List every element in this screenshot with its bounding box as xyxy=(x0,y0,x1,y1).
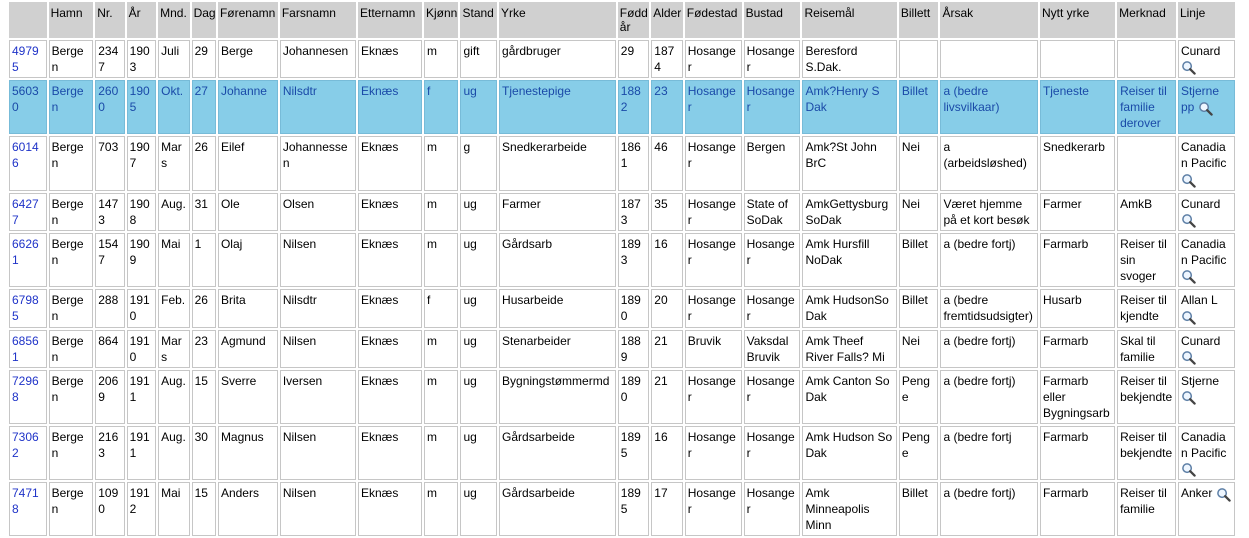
magnifier-icon[interactable] xyxy=(1216,487,1231,502)
cell-fodestad: Hosanger xyxy=(685,136,742,190)
cell-bustad: Bergen xyxy=(744,136,801,190)
cell-ar: 1912 xyxy=(127,482,156,536)
cell-reisemal: Amk HudsonSo Dak xyxy=(802,289,896,327)
cell-dag: 27 xyxy=(192,80,216,134)
cell-arsak xyxy=(940,40,1037,78)
cell-nytt-yrke: Farmarb xyxy=(1040,330,1115,368)
cell-alder: 35 xyxy=(651,193,682,231)
cell-arsak: a (bedre fortj) xyxy=(940,482,1037,536)
cell-arsak: a (bedre fortj) xyxy=(940,330,1037,368)
cell-id xyxy=(9,370,47,424)
cell-id xyxy=(9,330,47,368)
cell-dag: 29 xyxy=(192,40,216,78)
cell-arsak: a (bedre fremtidsudsigter) xyxy=(940,289,1037,327)
cell-fodestad: Hosanger xyxy=(685,370,742,424)
header-fodestad: Fødestad xyxy=(685,2,742,38)
cell-dag: 15 xyxy=(192,370,216,424)
cell-farsnamn: Johannesen xyxy=(280,40,356,78)
cell-dag: 1 xyxy=(192,233,216,287)
header-billett: Billett xyxy=(899,2,939,38)
cell-nr: 1473 xyxy=(95,193,124,231)
header-merknad: Merknad xyxy=(1117,2,1176,38)
cell-billett: Nei xyxy=(899,136,939,190)
cell-id xyxy=(9,482,47,536)
cell-farsnamn: Nilsdtr xyxy=(280,289,356,327)
cell-merknad xyxy=(1117,136,1176,190)
cell-ar: 1909 xyxy=(127,233,156,287)
cell-arsak: a (bedre fortj xyxy=(940,426,1037,480)
header-reisemal: Reisemål xyxy=(802,2,896,38)
cell-yrke: Gårdsarb xyxy=(499,233,616,287)
cell-linje xyxy=(1178,80,1235,134)
cell-yrke: Bygningstømmermd xyxy=(499,370,616,424)
header-etternamn: Etternamn xyxy=(358,2,422,38)
cell-dag: 23 xyxy=(192,330,216,368)
magnifier-icon[interactable] xyxy=(1181,390,1196,405)
cell-arsak: Været hjemme på et kort besøk xyxy=(940,193,1037,231)
record-id-link[interactable]: 66261 xyxy=(12,236,39,267)
cell-bustad: Hosanger xyxy=(744,80,801,134)
header-nytt-yrke: Nytt yrke xyxy=(1040,2,1115,38)
cell-etternamn: Eknæs xyxy=(358,330,422,368)
cell-billett: Penge xyxy=(899,370,939,424)
cell-bustad: Vaksdal Bruvik xyxy=(744,330,801,368)
cell-fodestad: Hosanger xyxy=(685,233,742,287)
cell-fodd-ar: 1893 xyxy=(618,233,649,287)
header-fornamn: Førenamn xyxy=(218,2,278,38)
cell-stand: gift xyxy=(460,40,497,78)
table-row xyxy=(9,330,1235,368)
cell-mnd: Mai xyxy=(158,482,189,536)
cell-linje xyxy=(1178,370,1235,424)
cell-alder: 16 xyxy=(651,233,682,287)
cell-linje xyxy=(1178,193,1235,231)
cell-fodd-ar: 1895 xyxy=(618,426,649,480)
header-row xyxy=(9,2,1235,38)
cell-kjonn: f xyxy=(424,80,459,134)
cell-bustad: Hosanger xyxy=(744,233,801,287)
cell-alder: 21 xyxy=(651,330,682,368)
cell-billett: Nei xyxy=(899,330,939,368)
cell-mnd: Okt. xyxy=(158,80,189,134)
cell-farsnamn: Iversen xyxy=(280,370,356,424)
cell-arsak: a (arbeidsløshed) xyxy=(940,136,1037,190)
cell-hamn: Bergen xyxy=(49,330,94,368)
header-farsnamn: Farsnamn xyxy=(280,2,356,38)
header-hamn: Hamn xyxy=(49,2,94,38)
cell-merknad: Reiser til familie derover xyxy=(1117,80,1176,134)
cell-arsak: a (bedre livsvilkaar) xyxy=(940,80,1037,134)
cell-billett: Billet xyxy=(899,482,939,536)
cell-dag: 26 xyxy=(192,289,216,327)
record-id-link[interactable]: 72968 xyxy=(12,373,39,404)
cell-reisemal: Amk Hudson So Dak xyxy=(802,426,896,480)
table-row xyxy=(9,426,1235,480)
cell-billett: Penge xyxy=(899,426,939,480)
cell-id xyxy=(9,289,47,327)
header-linje: Linje xyxy=(1178,2,1235,38)
table-row xyxy=(9,80,1235,134)
cell-hamn: Bergen xyxy=(49,370,94,424)
cell-stand: ug xyxy=(460,370,497,424)
cell-etternamn: Eknæs xyxy=(358,40,422,78)
cell-farsnamn: Nilsdtr xyxy=(280,80,356,134)
cell-kjonn: m xyxy=(424,370,459,424)
cell-linje xyxy=(1178,289,1235,327)
cell-dag: 31 xyxy=(192,193,216,231)
emigrant-table-wrapper xyxy=(7,0,1237,538)
cell-ar: 1907 xyxy=(127,136,156,190)
cell-kjonn: f xyxy=(424,289,459,327)
cell-linje xyxy=(1178,136,1235,190)
header-yrke: Yrke xyxy=(499,2,616,38)
header-fodd-ar: Fødd år xyxy=(618,2,649,38)
linje-label: Cunard xyxy=(1180,196,1221,211)
cell-ar: 1911 xyxy=(127,370,156,424)
cell-id xyxy=(9,136,47,190)
cell-fornamn: Johanne xyxy=(218,80,278,134)
cell-etternamn: Eknæs xyxy=(358,370,422,424)
cell-fornamn: Anders xyxy=(218,482,278,536)
cell-kjonn: m xyxy=(424,426,459,480)
cell-hamn: Bergen xyxy=(49,80,94,134)
cell-kjonn: m xyxy=(424,233,459,287)
cell-hamn: Bergen xyxy=(49,482,94,536)
cell-farsnamn: Olsen xyxy=(280,193,356,231)
cell-id xyxy=(9,80,47,134)
cell-dag: 26 xyxy=(192,136,216,190)
cell-merknad: Reiser til familie xyxy=(1117,482,1176,536)
cell-etternamn: Eknæs xyxy=(358,482,422,536)
header-stand: Stand xyxy=(460,2,497,38)
cell-fodd-ar: 1895 xyxy=(618,482,649,536)
cell-reisemal: Amk?St John BrC xyxy=(802,136,896,190)
cell-nr: 1547 xyxy=(95,233,124,287)
cell-ar: 1908 xyxy=(127,193,156,231)
cell-alder: 20 xyxy=(651,289,682,327)
cell-nr: 2347 xyxy=(95,40,124,78)
cell-alder: 21 xyxy=(651,370,682,424)
linje-label: Allan L xyxy=(1180,293,1218,308)
cell-fodestad: Hosanger xyxy=(685,289,742,327)
cell-bustad: Hosanger xyxy=(744,289,801,327)
linje-label: Canadian Pacific xyxy=(1180,140,1227,171)
cell-nr: 703 xyxy=(95,136,124,190)
cell-hamn: Bergen xyxy=(49,136,94,190)
cell-hamn: Bergen xyxy=(49,193,94,231)
cell-merknad: Skal til familie xyxy=(1117,330,1176,368)
cell-yrke: Snedkerarbeide xyxy=(499,136,616,190)
cell-nr: 864 xyxy=(95,330,124,368)
cell-dag: 30 xyxy=(192,426,216,480)
cell-id xyxy=(9,233,47,287)
cell-farsnamn: Nilsen xyxy=(280,482,356,536)
cell-alder: 46 xyxy=(651,136,682,190)
cell-alder: 16 xyxy=(651,426,682,480)
cell-yrke: Farmer xyxy=(499,193,616,231)
magnifier-icon[interactable] xyxy=(1181,173,1196,188)
cell-farsnamn: Nilsen xyxy=(280,233,356,287)
table-row xyxy=(9,233,1235,287)
cell-nytt-yrke xyxy=(1040,40,1115,78)
header-dag: Dag xyxy=(192,2,216,38)
cell-merknad: Reiser til bekjendte xyxy=(1117,426,1176,480)
cell-alder: 1874 xyxy=(651,40,682,78)
cell-arsak: a (bedre fortj) xyxy=(940,233,1037,287)
cell-mnd: Mars xyxy=(158,330,189,368)
cell-linje xyxy=(1178,426,1235,480)
header-bustad: Bustad xyxy=(744,2,801,38)
linje-label: Cunard xyxy=(1180,44,1221,58)
magnifier-icon[interactable] xyxy=(1181,60,1196,75)
header-alder: Alder xyxy=(651,2,682,38)
magnifier-icon[interactable] xyxy=(1181,462,1196,477)
cell-fodestad: Bruvik xyxy=(685,330,742,368)
magnifier-icon[interactable] xyxy=(1181,269,1196,284)
record-id-link[interactable]: 64277 xyxy=(12,196,39,227)
cell-hamn: Bergen xyxy=(49,426,94,480)
cell-merknad xyxy=(1117,40,1176,78)
cell-fodd-ar: 1861 xyxy=(618,136,649,190)
header-mnd: Mnd. xyxy=(158,2,189,38)
cell-fornamn: Agmund xyxy=(218,330,278,368)
table-row xyxy=(9,193,1235,231)
header-nr: Nr. xyxy=(95,2,124,38)
cell-yrke: Gårdsarbeide xyxy=(499,482,616,536)
table-row xyxy=(9,370,1235,424)
cell-bustad: Hosanger xyxy=(744,370,801,424)
header-arsak: Årsak xyxy=(940,2,1037,38)
cell-stand: ug xyxy=(460,289,497,327)
cell-stand: ug xyxy=(460,330,497,368)
record-id-link[interactable]: 67985 xyxy=(12,293,39,324)
cell-nytt-yrke: Farmer xyxy=(1040,193,1115,231)
cell-id xyxy=(9,40,47,78)
table-row xyxy=(9,482,1235,536)
cell-linje xyxy=(1178,330,1235,368)
cell-stand: ug xyxy=(460,193,497,231)
cell-reisemal: Amk Theef River Falls? Mi xyxy=(802,330,896,368)
cell-yrke: Tjenestepige xyxy=(499,80,616,134)
cell-billett xyxy=(899,40,939,78)
cell-reisemal: Amk Minneapolis Minn xyxy=(802,482,896,536)
cell-ar: 1903 xyxy=(127,40,156,78)
cell-stand: ug xyxy=(460,233,497,287)
cell-nytt-yrke: Tjeneste xyxy=(1040,80,1115,134)
cell-id xyxy=(9,426,47,480)
cell-hamn: Bergen xyxy=(49,289,94,327)
cell-fornamn: Berge xyxy=(218,40,278,78)
cell-nytt-yrke: Husarb xyxy=(1040,289,1115,327)
cell-farsnamn: Nilsen xyxy=(280,330,356,368)
cell-nr: 2163 xyxy=(95,426,124,480)
cell-dag: 15 xyxy=(192,482,216,536)
linje-label: Canadian Pacific xyxy=(1180,236,1227,267)
cell-merknad: AmkB xyxy=(1117,193,1176,231)
cell-mnd: Mars xyxy=(158,136,189,190)
cell-alder: 17 xyxy=(651,482,682,536)
cell-stand: ug xyxy=(460,482,497,536)
cell-etternamn: Eknæs xyxy=(358,289,422,327)
cell-mnd: Juli xyxy=(158,40,189,78)
cell-stand: ug xyxy=(460,80,497,134)
cell-stand: g xyxy=(460,136,497,190)
cell-etternamn: Eknæs xyxy=(358,426,422,480)
cell-kjonn: m xyxy=(424,136,459,190)
cell-billett: Billet xyxy=(899,80,939,134)
cell-reisemal: Amk Canton So Dak xyxy=(802,370,896,424)
cell-fodd-ar: 1882 xyxy=(618,80,649,134)
cell-mnd: Aug. xyxy=(158,193,189,231)
cell-bustad: Hosanger xyxy=(744,40,801,78)
cell-linje xyxy=(1178,40,1235,78)
cell-fornamn: Sverre xyxy=(218,370,278,424)
cell-merknad: Reiser til sin svoger xyxy=(1117,233,1176,287)
header-id xyxy=(9,2,47,38)
cell-fodd-ar: 1890 xyxy=(618,370,649,424)
record-id-link[interactable]: 73062 xyxy=(12,429,39,460)
cell-ar: 1911 xyxy=(127,426,156,480)
cell-fornamn: Eilef xyxy=(218,136,278,190)
cell-etternamn: Eknæs xyxy=(358,80,422,134)
cell-fodd-ar: 1889 xyxy=(618,330,649,368)
cell-nytt-yrke: Farmarb xyxy=(1040,482,1115,536)
cell-mnd: Aug. xyxy=(158,426,189,480)
record-id-link[interactable]: 56030 xyxy=(12,84,39,115)
cell-linje xyxy=(1178,482,1235,536)
cell-hamn: Bergen xyxy=(49,40,94,78)
cell-etternamn: Eknæs xyxy=(358,193,422,231)
cell-arsak: a (bedre fortj) xyxy=(940,370,1037,424)
cell-hamn: Bergen xyxy=(49,233,94,287)
cell-nr: 288 xyxy=(95,289,124,327)
cell-fodestad: Hosanger xyxy=(685,40,742,78)
header-kjonn: Kjønn xyxy=(424,2,459,38)
cell-mnd: Aug. xyxy=(158,370,189,424)
cell-ar: 1910 xyxy=(127,289,156,327)
cell-nr: 1090 xyxy=(95,482,124,536)
cell-kjonn: m xyxy=(424,40,459,78)
cell-merknad: Reiser til bekjendte xyxy=(1117,370,1176,424)
cell-etternamn: Eknæs xyxy=(358,233,422,287)
cell-etternamn: Eknæs xyxy=(358,136,422,190)
cell-fornamn: Brita xyxy=(218,289,278,327)
cell-reisemal: Amk Hursfill NoDak xyxy=(802,233,896,287)
table-row xyxy=(9,289,1235,327)
cell-billett: Billet xyxy=(899,289,939,327)
table-row xyxy=(9,40,1235,78)
cell-fornamn: Olaj xyxy=(218,233,278,287)
cell-linje xyxy=(1178,233,1235,287)
cell-reisemal: Amk?Henry S Dak xyxy=(802,80,896,134)
cell-farsnamn: Johannessen xyxy=(280,136,356,190)
record-id-link[interactable]: 49795 xyxy=(12,44,39,74)
cell-bustad: Hosanger xyxy=(744,482,801,536)
cell-fodd-ar: 29 xyxy=(618,40,649,78)
cell-nytt-yrke: Snedkerarb xyxy=(1040,136,1115,190)
cell-fodestad: Hosanger xyxy=(685,193,742,231)
linje-label: Cunard xyxy=(1180,333,1221,348)
cell-fornamn: Ole xyxy=(218,193,278,231)
cell-nytt-yrke: Farmarb eller Bygningsarb xyxy=(1040,370,1115,424)
emigrant-table xyxy=(7,0,1237,538)
cell-mnd: Feb. xyxy=(158,289,189,327)
cell-nytt-yrke: Farmarb xyxy=(1040,233,1115,287)
cell-yrke: Stenarbeider xyxy=(499,330,616,368)
cell-fodestad: Hosanger xyxy=(685,80,742,134)
cell-bustad: State of SoDak xyxy=(744,193,801,231)
cell-fodd-ar: 1873 xyxy=(618,193,649,231)
cell-kjonn: m xyxy=(424,482,459,536)
cell-yrke: Husarbeide xyxy=(499,289,616,327)
magnifier-icon[interactable] xyxy=(1181,310,1196,325)
magnifier-icon[interactable] xyxy=(1181,350,1196,365)
linje-label: Stjerne pp xyxy=(1180,84,1219,115)
record-id-link[interactable]: 60146 xyxy=(12,140,39,171)
linje-label: Stjerne xyxy=(1180,373,1219,388)
cell-billett: Nei xyxy=(899,193,939,231)
cell-nytt-yrke: Farmarb xyxy=(1040,426,1115,480)
cell-farsnamn: Nilsen xyxy=(280,426,356,480)
header-ar: År xyxy=(127,2,156,38)
cell-ar: 1905 xyxy=(127,80,156,134)
linje-label: Canadian Pacific xyxy=(1180,429,1227,460)
cell-fodestad: Hosanger xyxy=(685,482,742,536)
cell-nr: 2069 xyxy=(95,370,124,424)
cell-fornamn: Magnus xyxy=(218,426,278,480)
cell-ar: 1910 xyxy=(127,330,156,368)
linje-label: Anker xyxy=(1180,486,1213,501)
cell-kjonn: m xyxy=(424,330,459,368)
cell-bustad: Hosanger xyxy=(744,426,801,480)
cell-stand: ug xyxy=(460,426,497,480)
cell-yrke: Gårdsarbeide xyxy=(499,426,616,480)
cell-reisemal: AmkGettysburg SoDak xyxy=(802,193,896,231)
cell-id xyxy=(9,193,47,231)
magnifier-icon[interactable] xyxy=(1181,213,1196,228)
cell-fodestad: Hosanger xyxy=(685,426,742,480)
record-id-link[interactable]: 68561 xyxy=(12,333,39,364)
table-row xyxy=(9,136,1235,190)
cell-yrke: gårdbruger xyxy=(499,40,616,78)
cell-nr: 2600 xyxy=(95,80,124,134)
cell-billett: Billet xyxy=(899,233,939,287)
cell-alder: 23 xyxy=(651,80,682,134)
record-id-link[interactable]: 74718 xyxy=(12,486,39,517)
magnifier-icon[interactable] xyxy=(1198,101,1213,116)
cell-mnd: Mai xyxy=(158,233,189,287)
cell-kjonn: m xyxy=(424,193,459,231)
cell-reisemal: Beresford S.Dak. xyxy=(802,40,896,78)
cell-fodd-ar: 1890 xyxy=(618,289,649,327)
cell-merknad: Reiser til kjendte xyxy=(1117,289,1176,327)
